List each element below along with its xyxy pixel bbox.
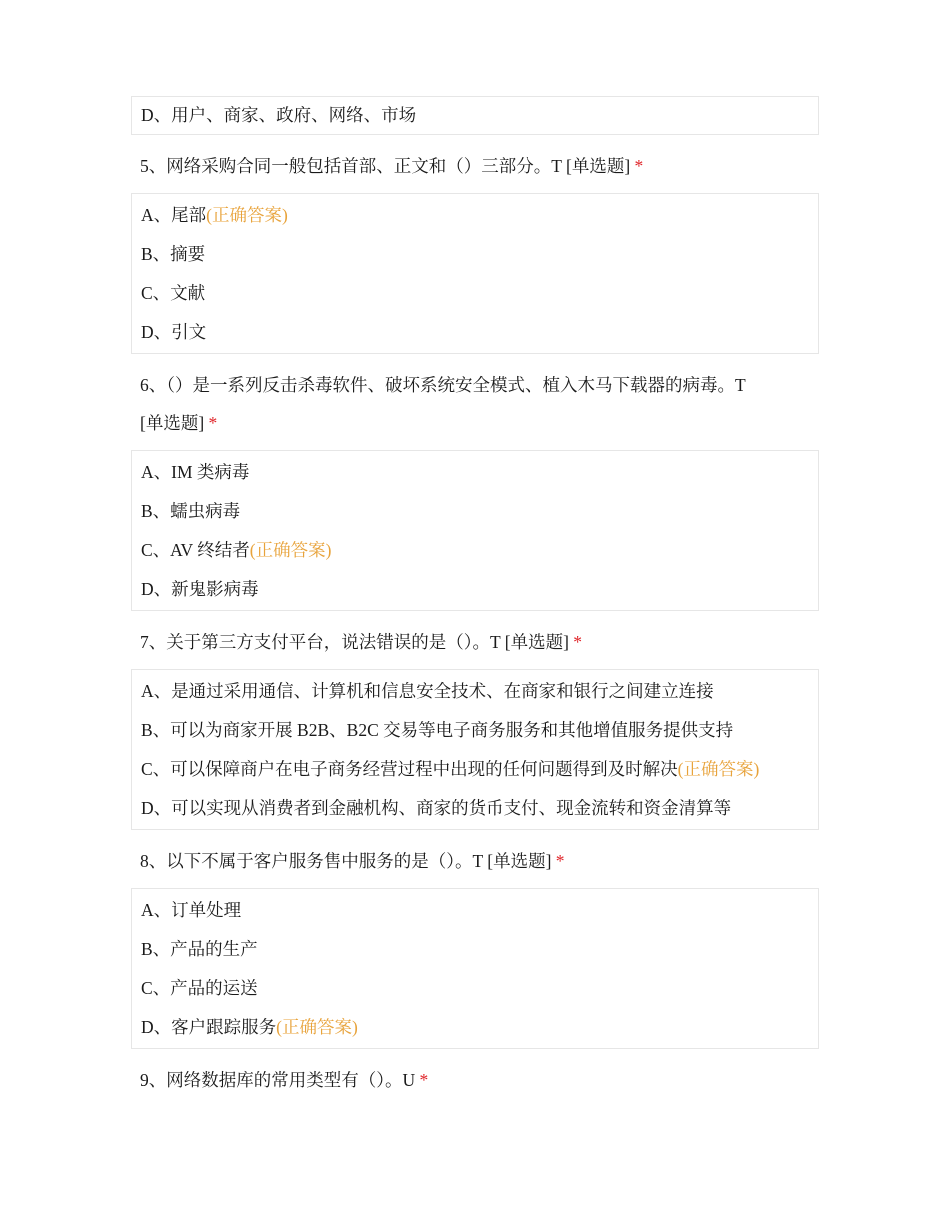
q5-title	[131, 135, 819, 193]
correct-answer-tag: (正确答案)	[249, 540, 332, 560]
correct-answer-tag: (正确答案)	[206, 205, 288, 225]
option-text: D、客户跟踪服务	[141, 1017, 277, 1037]
option-text: C、可以保障商户在电子商务经营过程中出现的任何问题得到及时解决	[141, 759, 678, 779]
option-text: A、是通过采用通信、计算机和信息安全技术、在商家和银行之间建立连接	[141, 681, 714, 701]
q7-option-c	[141, 752, 809, 791]
q6-title	[131, 354, 819, 450]
q9-title	[131, 1049, 819, 1107]
option-text: C、AV 终结者	[141, 540, 250, 560]
required-star: *	[419, 1070, 429, 1090]
question-text: 7、关于第三方支付平台，说法错误的是（）。T [单选题]	[140, 632, 569, 652]
q5-option-b	[141, 237, 809, 276]
required-star: *	[555, 851, 565, 871]
question-text: 8、以下不属于客户服务售中服务的是（）。T [单选题]	[140, 851, 552, 871]
question-text: 6、（）是一系列反击杀毒软件、破坏系统安全模式、植入木马下载器的病毒。T	[140, 375, 746, 395]
option-text: D、用户、商家、政府、网络、市场	[141, 105, 417, 125]
survey-answer-sheet	[131, 96, 819, 1107]
required-star: *	[573, 632, 583, 652]
q8-option-c	[141, 971, 809, 1010]
option-text: B、可以为商家开展 B2B、B2C 交易等电子商务服务和其他增值服务提供支持	[141, 720, 734, 740]
q5-option-a	[141, 198, 809, 237]
correct-answer-tag: (正确答案)	[276, 1017, 358, 1037]
question-type: [单选题]	[140, 413, 205, 433]
q8-option-a	[141, 893, 809, 932]
required-star: *	[634, 156, 644, 176]
option-text: D、可以实现从消费者到金融机构、商家的货币支付、现金流转和资金清算等	[141, 798, 732, 818]
option-text: A、IM 类病毒	[141, 462, 250, 482]
option-text: B、蠕虫病毒	[141, 501, 241, 521]
q5-options	[131, 193, 819, 354]
q6-option-b	[141, 494, 809, 533]
question-text: 9、网络数据库的常用类型有（）。U	[140, 1070, 416, 1090]
q8-title	[131, 830, 819, 888]
q8-option-b	[141, 932, 809, 971]
q6-option-a	[141, 455, 809, 494]
q7-options	[131, 669, 819, 830]
q5-option-c	[141, 276, 809, 315]
option-text: A、订单处理	[141, 900, 242, 920]
q7-title	[131, 611, 819, 669]
option-text: B、产品的生产	[141, 939, 258, 959]
question-text: 5、网络采购合同一般包括首部、正文和（）三部分。T [单选题]	[140, 156, 631, 176]
option-text: A、尾部	[141, 205, 207, 225]
option-text: D、引文	[141, 322, 207, 342]
option-text: B、摘要	[141, 244, 206, 264]
q6-option-d	[141, 572, 809, 610]
required-star: *	[208, 413, 218, 433]
q6-option-c	[141, 533, 809, 572]
q4-options	[131, 96, 819, 135]
option-text: C、文献	[141, 283, 206, 303]
q7-option-a	[141, 674, 809, 713]
q6-options	[131, 450, 819, 611]
q7-option-b	[141, 713, 809, 752]
q8-options	[131, 888, 819, 1049]
q5-option-d	[141, 315, 809, 353]
correct-answer-tag: (正确答案)	[677, 759, 760, 779]
q4-option-d	[141, 103, 809, 128]
q7-option-d	[141, 791, 809, 829]
option-text: C、产品的运送	[141, 978, 258, 998]
q8-option-d	[141, 1010, 809, 1048]
option-text: D、新鬼影病毒	[141, 579, 259, 599]
